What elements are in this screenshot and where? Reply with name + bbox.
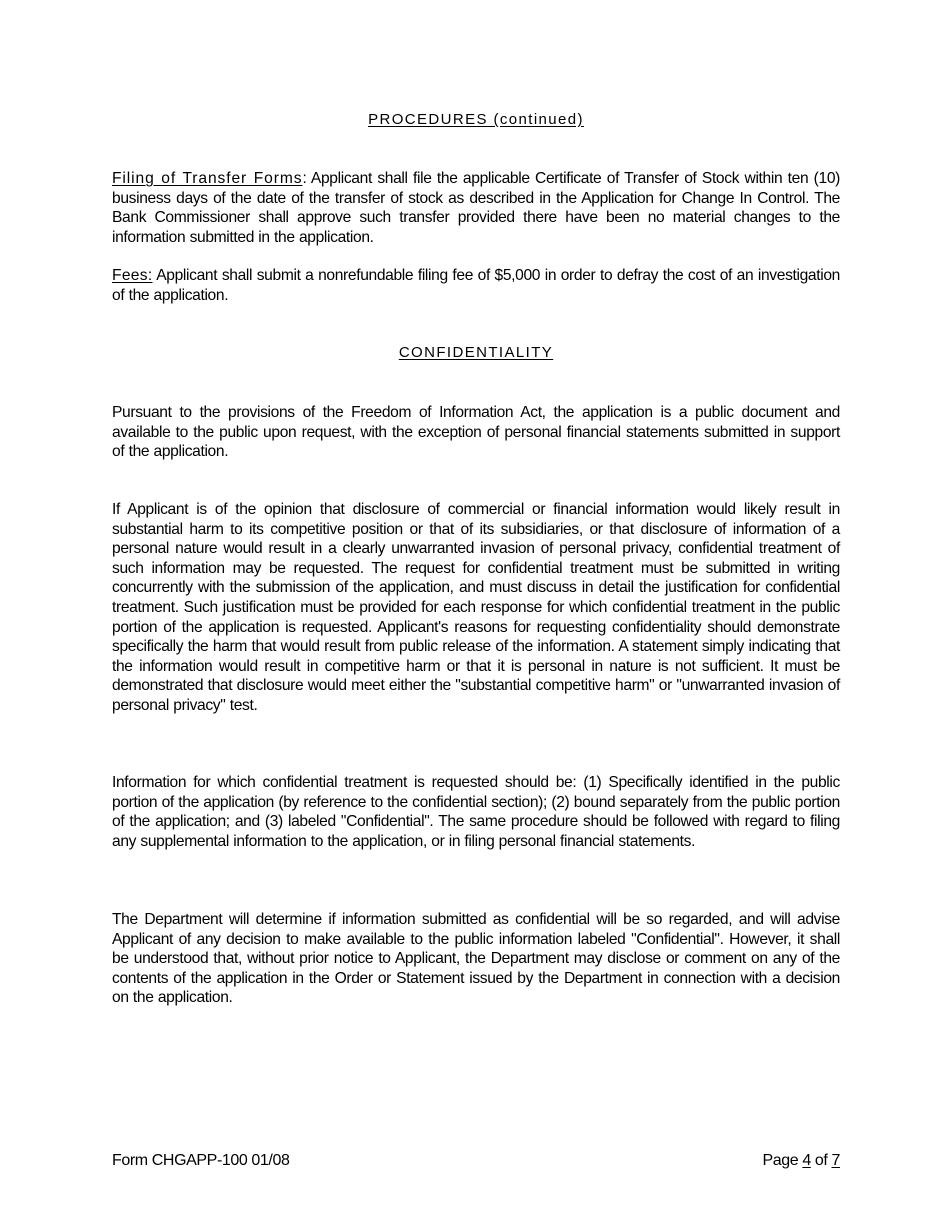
procedures-heading-text: PROCEDURES (continued) [368, 111, 584, 128]
page-prefix: Page [762, 1152, 803, 1169]
current-page: 4 [802, 1152, 811, 1169]
procedures-heading [112, 111, 840, 128]
page-of: of [810, 1152, 832, 1169]
total-pages: 7 [831, 1152, 840, 1169]
department-determination-paragraph: The Department will determine if information submitted as confidential will be so regarded, and will advise Applicant of any decision to make available to the public information labeled "Confidential". However, it shall be understood that, without prior notice to Applicant, the Department may disclose or comment on any of the contents of the application in the Order or Statement issued by the Department in connection with a decision on the application. [112, 911, 840, 1007]
document-page [112, 0, 840, 1230]
form-identifier: Form CHGAPP-100 01/08 [112, 1152, 290, 1169]
fees-paragraph [112, 266, 840, 305]
filing-paragraph [112, 169, 840, 247]
filing-label: Filing of Transfer Forms [112, 170, 303, 187]
confidential-identification-paragraph: Information for which confidential treatment is requested should be: (1) Specifically identified in the public portion of the application (by reference to the confidential section); (2) bound separately from the public portion of the application; and (3) labeled "Confidential". The same procedure should be followed with regard to filing any supplemental information to the application, or in filing personal financial statements. [112, 774, 840, 850]
foia-paragraph: Pursuant to the provisions of the Freedom of Information Act, the application is a public document and available to the public upon request, with the exception of personal financial statements submitted in support of the application. [112, 404, 840, 461]
confidentiality-heading-text: CONFIDENTIALITY [398, 344, 554, 361]
page-number [763, 1152, 840, 1170]
fees-label: Fees: [112, 267, 153, 284]
confidentiality-heading [112, 344, 840, 361]
confidential-request-paragraph: If Applicant is of the opinion that disclosure of commercial or financial information would likely result in substantial harm to its competitive position or that of its subsidiaries, or that disclosure of information of a personal nature would result in a clearly unwarranted invasion of personal privacy, confidential treatment of such information may be requested. The request for confidential treatment must be submitted in writing concurrently with the submission of the application, and must discuss in detail the justification for confidential treatment. Such justification must be provided for each response for which confidential treatment in the public portion of the application is requested. Applicant's reasons for requesting confidentiality should demonstrate specifically the harm that would result from public release of the information. A statement simply indicating that the information would result in competitive harm or that it is personal in nature is not sufficient. It must be demonstrated that disclosure would meet either the "substantial competitive harm" or "unwarranted invasion of personal privacy" test. [112, 501, 840, 714]
fees-text: Applicant shall submit a nonrefundable filing fee of $5,000 in order to defray the cost of an investigation of the application. [112, 267, 840, 304]
filing-text: : Applicant shall file the applicable Certificate of Transfer of Stock within ten (10) business days of the date of the transfer of stock as described in the Application for Change In Control. The Bank Commissioner shall approve such transfer provided there have been no material changes to the information submitted in the application. [112, 170, 841, 246]
